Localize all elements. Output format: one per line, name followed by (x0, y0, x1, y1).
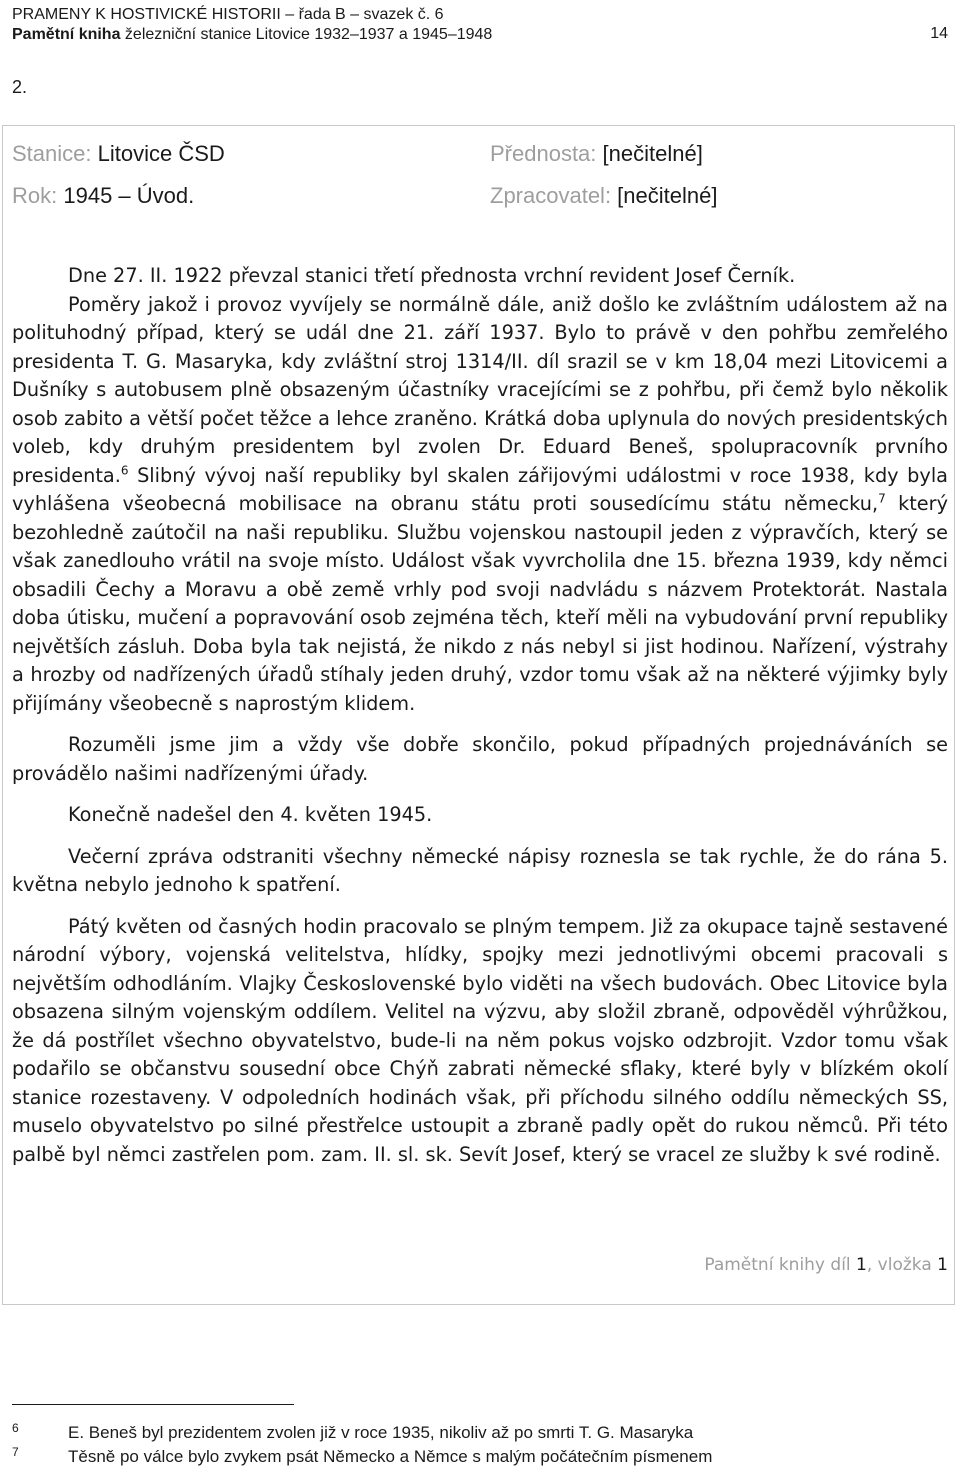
box-footer-prefix: Pamětní knihy díl (704, 1255, 857, 1275)
paragraph-1: Dne 27. II. 1922 převzal stanici třetí přednosta vrchní revident Josef Černík. (68, 264, 796, 287)
paragraph-4: Konečně nadešel den 4. květen 1945. (68, 803, 433, 826)
station-value: Litovice ČSD (91, 141, 225, 166)
author-field (490, 182, 717, 210)
footnote-text: E. Beneš byl prezidentem zvolen již v roce 1935, nikoliv až po smrti T. G. Masaryka (68, 1423, 694, 1442)
record-body (12, 262, 948, 1169)
footnote (12, 1417, 693, 1444)
paragraph-3: Rozuměli jsme jim a vždy vše dobře skončilo, pokud případných projednáváních se provádělo našimi nadřízenými úřady. (12, 733, 948, 785)
paragraph-2-part-c: který bezohledně zaútočil na naši republiku. Službu vojenskou nastoupil jeden z výpravčích, který se však zanedlouho vrátil na svoje místo. Událost však vyvrcholila dne 15. března 1939, kdy němci obsadili Čechy a Moravu a obě země vrhly pod svoji nadvládu s názvem Protektorát. Nastala doba útisku, mučení a popravování osob zejména těch, kteří měli na vybudování první republiky největších zásluh. Doba byla tak nejistá, že nikdo z nás nebyl si jist hodinou. Nařízení, výstrahy a hrozby od nadřízených úřadů stíhaly jeden druhý, vzdor tomu však až na některé výjimky byly přijímány všeobecně s naprostým klidem. (12, 492, 948, 715)
section-number: 2. (12, 77, 28, 97)
page-number: 14 (930, 25, 948, 42)
footnote-mark: 7 (12, 1445, 19, 1459)
series-header: PRAMENY K HOSTIVICKÉ HISTORII – řada B – svazek č. 6 (12, 6, 444, 23)
footnote (12, 1441, 712, 1468)
footnote-mark: 6 (12, 1421, 19, 1435)
book-title-rest: železniční stanice Litovice 1932–1937 a 1945–1948 (120, 26, 493, 43)
paragraph-6: Pátý květen od časných hodin pracovalo se plným tempem. Již za okupace tajně sestavené národní výbory, vojenská velitelstva, hlídky, spojky mezi jednotlivými obcemi pracovali s největším odhodláním. Vlajky Československé bylo viděti na všech budovách. Obec Litovice byla obsazena silným vojenským oddílem. Velitel na výzvu, aby složil zbraně, odpověděl výhrůžkou, že dá postřílet všechno obyvatelstvo, bude-li na něm pokus vojsko odzbrojit. Vzdor tomu však podařilo se občanstvu sousední obce Chýň zabrati německé sflaky, které byly v blízkém okolí stanice rozestaveny. V odpoledních hodinách však, při příchodu silného oddílu německých SS, muselo obyvatelstvo po silné přestřelce ustoupit a zbraně padly opět do rukou němců. Při této palbě byl němci zastřelen pom. zam. II. sl. sk. Sevít Josef, který se vracel ze služby k své rodině. (12, 914, 948, 1166)
year-field (12, 182, 194, 210)
footnote-ref-7: 7 (878, 491, 886, 506)
chief-label: Přednosta: (490, 141, 597, 166)
paragraph-2-part-b: Slibný vývoj naší republiky byl skalen zářijovými událostmi v roce 1938, kdy byla vyhlášena všeobecná mobilisace na obranu státu proti sousedícímu státu německu, (12, 463, 948, 515)
year-value: 1945 – Úvod. (57, 183, 195, 208)
box-footer-part: 1 (856, 1255, 867, 1275)
chief-field (490, 140, 703, 168)
paragraph-2 (12, 291, 948, 719)
book-title-bold: Pamětní kniha (12, 26, 121, 43)
box-footer-insert: 1 (937, 1255, 948, 1275)
station-label: Stanice: (12, 141, 92, 166)
station-field (12, 140, 225, 168)
chief-value: [nečitelné] (596, 141, 703, 166)
year-label: Rok: (12, 183, 58, 208)
box-footer (704, 1253, 948, 1277)
author-label: Zpracovatel: (490, 183, 612, 208)
author-value: [nečitelné] (611, 183, 718, 208)
book-title-header (12, 25, 492, 45)
paragraph-5: Večerní zpráva odstraniti všechny německé nápisy roznesla se tak rychle, že do rána 5. května nebylo jednoho k spatření. (12, 844, 948, 896)
footnote-ref-6: 6 (120, 463, 129, 478)
footnote-separator (12, 1404, 294, 1405)
footnote-text: Těsně po válce bylo zvykem psát Německo a Němce s malým počátečním písmenem (68, 1447, 713, 1466)
paragraph-2-part-a: Poměry jakož i provoz vyvíjely se normálně dále, aniž došlo ke zvláštním událostem až na polituhodný případ, který se udál dne 21. září 1937. Bylo to právě v den pohřbu zemřelého presidenta T. G. Masaryka, kdy zvláštní stroj 1314/II. díl srazil se v km 18,04 mezi Litovicemi a Dušníky s autobusem plně obsazeným účastníky vracejícími se z pohřbu, při čemž bylo několik osob zabito a větší počet těžce a lehce zraněno. Krátká doba uplynula do nových presidentských voleb, kdy druhým presidentem byl zvolen Dr. Eduard Beneš, spolupracovník prvního presidenta. (12, 292, 948, 487)
box-footer-mid: , vložka (866, 1255, 938, 1275)
